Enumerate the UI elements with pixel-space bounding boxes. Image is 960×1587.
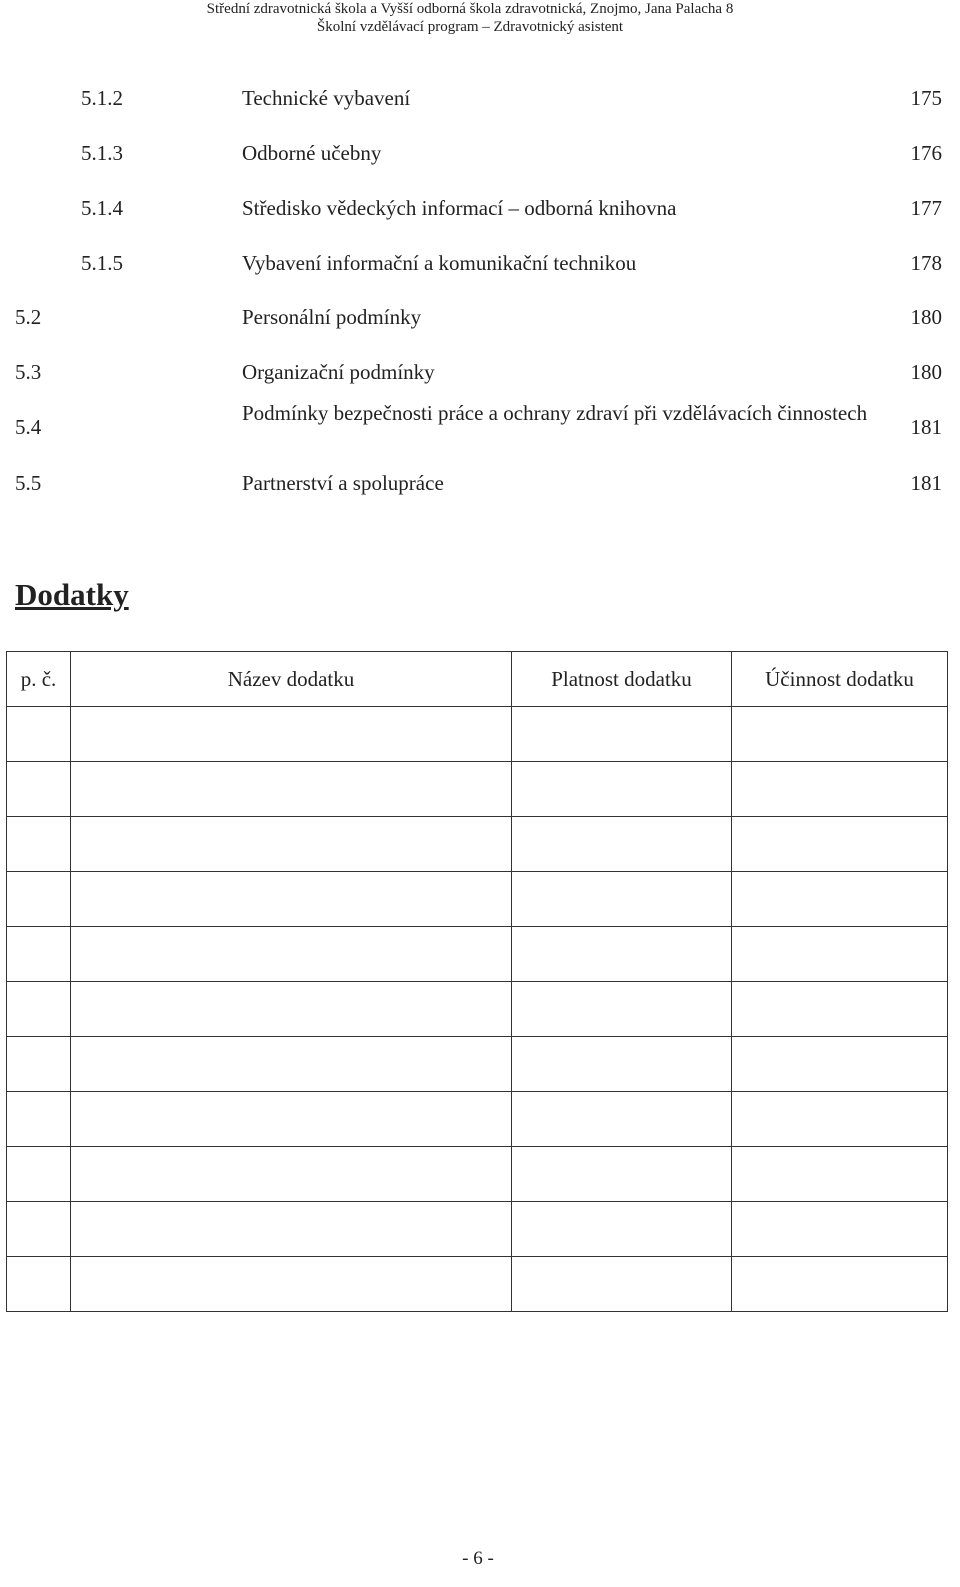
table-cell[interactable] xyxy=(71,1257,512,1312)
toc-entry-page: 177 xyxy=(910,196,942,220)
table-cell[interactable] xyxy=(512,872,732,927)
table-row xyxy=(7,817,948,872)
toc-entry-title: Odborné učebny xyxy=(242,141,382,165)
table-row xyxy=(7,1147,948,1202)
table-cell[interactable] xyxy=(7,707,71,762)
toc-entry-number: 5.1.3 xyxy=(81,141,123,165)
table-cell[interactable] xyxy=(7,1257,71,1312)
table-cell[interactable] xyxy=(7,1037,71,1092)
header-school-name: Střední zdravotnická škola a Vyšší odborná škola zdravotnická, Znojmo, Jana Palacha 8 xyxy=(206,1,734,17)
table-cell[interactable] xyxy=(732,872,948,927)
table-cell[interactable] xyxy=(732,982,948,1037)
table-cell[interactable] xyxy=(7,1202,71,1257)
toc-entry-page: 180 xyxy=(910,360,942,384)
table-cell[interactable] xyxy=(512,1092,732,1147)
addenda-table xyxy=(6,651,948,1312)
column-header-effectiveness: Účinnost dodatku xyxy=(732,652,948,707)
table-row xyxy=(7,982,948,1037)
addenda-heading: Dodatky xyxy=(15,577,129,612)
column-header-name: Název dodatku xyxy=(71,652,512,707)
table-cell[interactable] xyxy=(512,1257,732,1312)
table-cell[interactable] xyxy=(732,1257,948,1312)
toc-entry-number: 5.5 xyxy=(15,471,42,495)
toc-entry-number: 5.3 xyxy=(15,360,42,384)
table-cell[interactable] xyxy=(7,872,71,927)
table-cell[interactable] xyxy=(512,707,732,762)
table-cell[interactable] xyxy=(732,927,948,982)
table-cell[interactable] xyxy=(512,762,732,817)
table-cell[interactable] xyxy=(71,817,512,872)
table-cell[interactable] xyxy=(732,1202,948,1257)
table-cell[interactable] xyxy=(71,1037,512,1092)
table-cell[interactable] xyxy=(7,927,71,982)
table-cell[interactable] xyxy=(7,982,71,1037)
table-cell[interactable] xyxy=(71,872,512,927)
table-cell[interactable] xyxy=(732,707,948,762)
table-cell[interactable] xyxy=(71,982,512,1037)
table-row xyxy=(7,762,948,817)
table-cell[interactable] xyxy=(512,1202,732,1257)
toc-entry-page: 180 xyxy=(910,305,942,329)
table-cell[interactable] xyxy=(512,817,732,872)
table-cell[interactable] xyxy=(732,762,948,817)
table-cell[interactable] xyxy=(512,1147,732,1202)
table-cell[interactable] xyxy=(71,1147,512,1202)
table-cell[interactable] xyxy=(7,762,71,817)
header-program-name: Školní vzdělávací program – Zdravotnický asistent xyxy=(316,19,624,35)
toc-entry-page: 181 xyxy=(910,471,942,495)
toc-entry-title: Personální podmínky xyxy=(242,305,422,329)
toc-entry-number: 5.4 xyxy=(15,415,42,439)
table-cell[interactable] xyxy=(7,817,71,872)
table-row xyxy=(7,1092,948,1147)
toc-entry-page: 181 xyxy=(910,415,942,439)
toc-entry-title: Vybavení informační a komunikační technikou xyxy=(242,251,637,275)
table-row xyxy=(7,707,948,762)
toc-entry-number: 5.1.2 xyxy=(81,86,123,110)
page-number: - 6 - xyxy=(462,1548,494,1569)
toc-entry-title: Partnerství a spolupráce xyxy=(242,471,444,495)
toc-entry-title: Podmínky bezpečnosti práce a ochrany zdraví při vzdělávacích činnostech xyxy=(242,401,868,425)
toc-entry-title: Organizační podmínky xyxy=(242,360,435,384)
table-cell[interactable] xyxy=(71,762,512,817)
table-cell[interactable] xyxy=(71,1202,512,1257)
toc-entry-title: Středisko vědeckých informací – odborná knihovna xyxy=(242,196,677,220)
column-header-number: p. č. xyxy=(7,652,71,707)
toc-entry-page: 176 xyxy=(910,141,942,165)
table-row xyxy=(7,1257,948,1312)
table-cell[interactable] xyxy=(732,1037,948,1092)
table-cell[interactable] xyxy=(512,1037,732,1092)
toc-entry[interactable] xyxy=(0,399,960,455)
table-cell[interactable] xyxy=(71,707,512,762)
toc-entry-number: 5.1.4 xyxy=(81,196,123,220)
toc-entry-title: Technické vybavení xyxy=(242,86,411,110)
table-cell[interactable] xyxy=(7,1092,71,1147)
table-cell[interactable] xyxy=(71,927,512,982)
column-header-validity: Platnost dodatku xyxy=(512,652,732,707)
table-cell[interactable] xyxy=(732,1092,948,1147)
table-cell[interactable] xyxy=(512,927,732,982)
table-row xyxy=(7,1202,948,1257)
table-row xyxy=(7,927,948,982)
table-cell[interactable] xyxy=(732,1147,948,1202)
table-row xyxy=(7,1037,948,1092)
table-header-row xyxy=(7,652,948,707)
toc-entry-page: 178 xyxy=(910,251,942,275)
table-cell[interactable] xyxy=(7,1147,71,1202)
toc-entry-number: 5.1.5 xyxy=(81,251,123,275)
table-cell[interactable] xyxy=(71,1092,512,1147)
table-row xyxy=(7,872,948,927)
table-cell[interactable] xyxy=(732,817,948,872)
toc-entry-page: 175 xyxy=(910,86,942,110)
toc-entry-number: 5.2 xyxy=(15,305,42,329)
table-cell[interactable] xyxy=(512,982,732,1037)
